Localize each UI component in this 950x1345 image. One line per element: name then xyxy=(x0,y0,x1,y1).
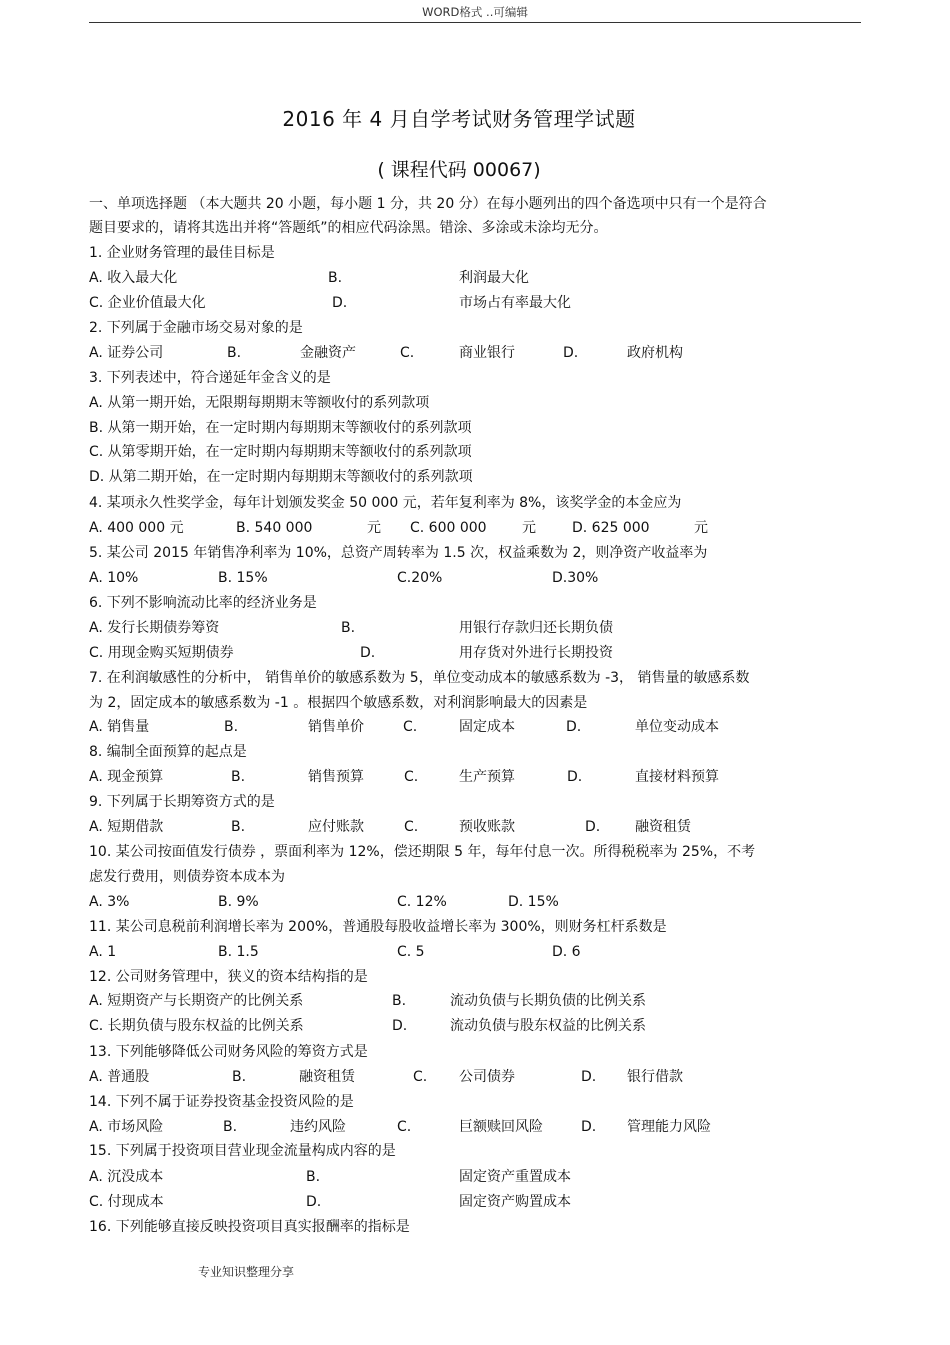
option-b-letter: B. xyxy=(227,345,242,361)
option-b: 利润最大化 xyxy=(459,270,529,286)
option-d-letter: D. xyxy=(392,1018,408,1034)
option-b-letter: B. xyxy=(231,769,246,785)
option-b-unit: 元 xyxy=(367,520,381,536)
option-b: 用银行存款归还长期负债 xyxy=(459,620,613,636)
option-d: 银行借款 xyxy=(627,1069,683,1085)
option-a: A. 销售量 xyxy=(89,719,150,735)
option-a: A. 沉没成本 xyxy=(89,1169,164,1185)
option-c: 巨额赎回风险 xyxy=(459,1119,543,1135)
option-d: D. 从第二期开始，在一定时期内每期期末等额收付的系列款项 xyxy=(89,469,473,485)
option-c-letter: C. xyxy=(413,1069,428,1085)
question-stem-cont: 为 2，固定成本的敏感系数为 -1 。根据四个敏感系数，对利润影响最大的因素是 xyxy=(89,695,588,711)
option-a: A. 短期资产与长期资产的比例关系 xyxy=(89,993,304,1009)
option-a: A. 普通股 xyxy=(89,1069,150,1085)
option-c-letter: C. xyxy=(400,345,415,361)
option-b: B. 15% xyxy=(218,570,268,586)
question-stem: 10. 某公司按面值发行债券 ，票面利率为 12%，偿还期限 5 年，每年付息一次。所得税税率为 25%，不考 xyxy=(89,844,756,860)
option-d-letter: D. xyxy=(306,1194,322,1210)
option-d: D.30% xyxy=(552,570,599,586)
option-d-letter: D. xyxy=(332,295,348,311)
option-a: A. 收入最大化 xyxy=(89,270,178,286)
option-b-letter: B. xyxy=(341,620,356,636)
option-a: A. 400 000 元 xyxy=(89,520,184,536)
question-stem: 1. 企业财务管理的最佳目标是 xyxy=(89,245,275,261)
option-d: 用存货对外进行长期投资 xyxy=(459,645,613,661)
option-d: D. 625 000 xyxy=(572,520,650,536)
option-b-letter: B. xyxy=(223,1119,238,1135)
page-header-text: WORD格式 ..可编辑 xyxy=(422,5,528,19)
option-d-letter: D. xyxy=(581,1119,597,1135)
option-a: A. 从第一期开始，无限期每期期末等额收付的系列款项 xyxy=(89,395,430,411)
option-d: D. 6 xyxy=(552,944,581,960)
option-d-letter: D. xyxy=(581,1069,597,1085)
option-a: A. 现金预算 xyxy=(89,769,164,785)
question-stem: 12. 公司财务管理中，狭义的资本结构指的是 xyxy=(89,969,368,985)
option-b: 销售单价 xyxy=(308,719,364,735)
option-b: 金融资产 xyxy=(300,345,356,361)
option-c: C. 用现金购买短期债券 xyxy=(89,645,234,661)
option-c: 预收账款 xyxy=(459,819,515,835)
option-b: B. 540 000 xyxy=(236,520,313,536)
option-c: C.20% xyxy=(397,570,443,586)
header-divider xyxy=(89,22,861,23)
option-a: A. 短期借款 xyxy=(89,819,164,835)
question-stem: 14. 下列不属于证券投资基金投资风险的是 xyxy=(89,1094,354,1110)
question-stem: 6. 下列不影响流动比率的经济业务是 xyxy=(89,595,317,611)
option-b-letter: B. xyxy=(224,719,239,735)
option-d-letter: D. xyxy=(563,345,579,361)
option-b: 固定资产重置成本 xyxy=(459,1169,571,1185)
option-d-letter: D. xyxy=(360,645,376,661)
option-a: A. 证券公司 xyxy=(89,345,164,361)
option-d-unit: 元 xyxy=(694,520,708,536)
option-c-letter: C. xyxy=(404,819,419,835)
option-d: 直接材料预算 xyxy=(635,769,719,785)
option-d: 市场占有率最大化 xyxy=(459,295,571,311)
option-c-letter: C. xyxy=(397,1119,412,1135)
option-a: A. 发行长期债券筹资 xyxy=(89,620,220,636)
option-c-unit: 元 xyxy=(522,520,536,536)
option-b: 违约风险 xyxy=(290,1119,346,1135)
option-c: 生产预算 xyxy=(459,769,515,785)
option-d: D. 15% xyxy=(508,894,559,910)
option-c-letter: C. xyxy=(404,769,419,785)
option-a: A. 3% xyxy=(89,894,130,910)
option-b-letter: B. xyxy=(392,993,407,1009)
page-footer-text: 专业知识整理分享 xyxy=(198,1265,295,1279)
document-title: 2016 年 4 月自学考试财务管理学试题 xyxy=(282,107,636,131)
option-c: C. 600 000 xyxy=(410,520,487,536)
option-b: 销售预算 xyxy=(308,769,364,785)
question-stem: 3. 下列表述中，符合递延年金含义的是 xyxy=(89,370,331,386)
option-a: A. 市场风险 xyxy=(89,1119,164,1135)
option-c: C. 企业价值最大化 xyxy=(89,295,206,311)
question-stem: 13. 下列能够降低公司财务风险的筹资方式是 xyxy=(89,1044,368,1060)
option-d-letter: D. xyxy=(566,719,582,735)
question-stem: 16. 下列能够直接反映投资项目真实报酬率的指标是 xyxy=(89,1219,410,1235)
question-stem: 5. 某公司 2015 年销售净利率为 10%，总资产周转率为 1.5 次，权益乘数为 2，则净资产收益率为 xyxy=(89,545,708,561)
option-c: C. 从第零期开始，在一定时期内每期期末等额收付的系列款项 xyxy=(89,444,472,460)
option-c: 公司债券 xyxy=(459,1069,515,1085)
option-d: 融资租赁 xyxy=(635,819,691,835)
option-b: B. 9% xyxy=(218,894,259,910)
option-c-letter: C. xyxy=(403,719,418,735)
option-c: 固定成本 xyxy=(459,719,515,735)
option-d-letter: D. xyxy=(585,819,601,835)
option-b: 应付账款 xyxy=(308,819,364,835)
option-a: A. 1 xyxy=(89,944,117,960)
option-c: 商业银行 xyxy=(459,345,515,361)
question-stem: 2. 下列属于金融市场交易对象的是 xyxy=(89,320,303,336)
question-stem-cont: 虑发行费用，则债券资本成本为 xyxy=(89,869,285,885)
option-d: 政府机构 xyxy=(627,345,683,361)
question-stem: 15. 下列属于投资项目营业现金流量构成内容的是 xyxy=(89,1143,396,1159)
option-c: C. 5 xyxy=(397,944,425,960)
option-d: 单位变动成本 xyxy=(635,719,719,735)
section-intro-cont: 题目要求的，请将其选出并将“答题纸”的相应代码涂黑。错涂、多涂或未涂均无分。 xyxy=(89,220,608,236)
option-b-letter: B. xyxy=(306,1169,321,1185)
question-stem: 9. 下列属于长期筹资方式的是 xyxy=(89,794,275,810)
option-d-letter: D. xyxy=(567,769,583,785)
option-c: C. 长期负债与股东权益的比例关系 xyxy=(89,1018,304,1034)
option-c: C. 12% xyxy=(397,894,447,910)
option-d: 流动负债与股东权益的比例关系 xyxy=(450,1018,646,1034)
question-stem: 4. 某项永久性奖学金，每年计划颁发奖金 50 000 元，若年复利率为 8%，该奖学金的本金应为 xyxy=(89,495,682,511)
course-code: ( 课程代码 00067) xyxy=(377,159,541,181)
question-stem: 11. 某公司息税前利润增长率为 200%，普通股每股收益增长率为 300%，则财务杠杆系数是 xyxy=(89,919,667,935)
option-a: A. 10% xyxy=(89,570,139,586)
question-stem: 7. 在利润敏感性的分析中， 销售单价的敏感系数为 5，单位变动成本的敏感系数为 -3， 销售量的敏感系数 xyxy=(89,670,750,686)
option-b: 流动负债与长期负债的比例关系 xyxy=(450,993,646,1009)
option-b-letter: B. xyxy=(328,270,343,286)
option-d: 固定资产购置成本 xyxy=(459,1194,571,1210)
option-b: 融资租赁 xyxy=(299,1069,355,1085)
option-b-letter: B. xyxy=(232,1069,247,1085)
question-stem: 8. 编制全面预算的起点是 xyxy=(89,744,247,760)
option-d: 管理能力风险 xyxy=(627,1119,711,1135)
option-b: B. 1.5 xyxy=(218,944,259,960)
section-intro: 一、单项选择题 （本大题共 20 小题，每小题 1 分，共 20 分）在每小题列出的四个备选项中只有一个是符合 xyxy=(89,196,767,212)
option-c: C. 付现成本 xyxy=(89,1194,164,1210)
option-b-letter: B. xyxy=(231,819,246,835)
option-b: B. 从第一期开始，在一定时期内每期期末等额收付的系列款项 xyxy=(89,420,472,436)
